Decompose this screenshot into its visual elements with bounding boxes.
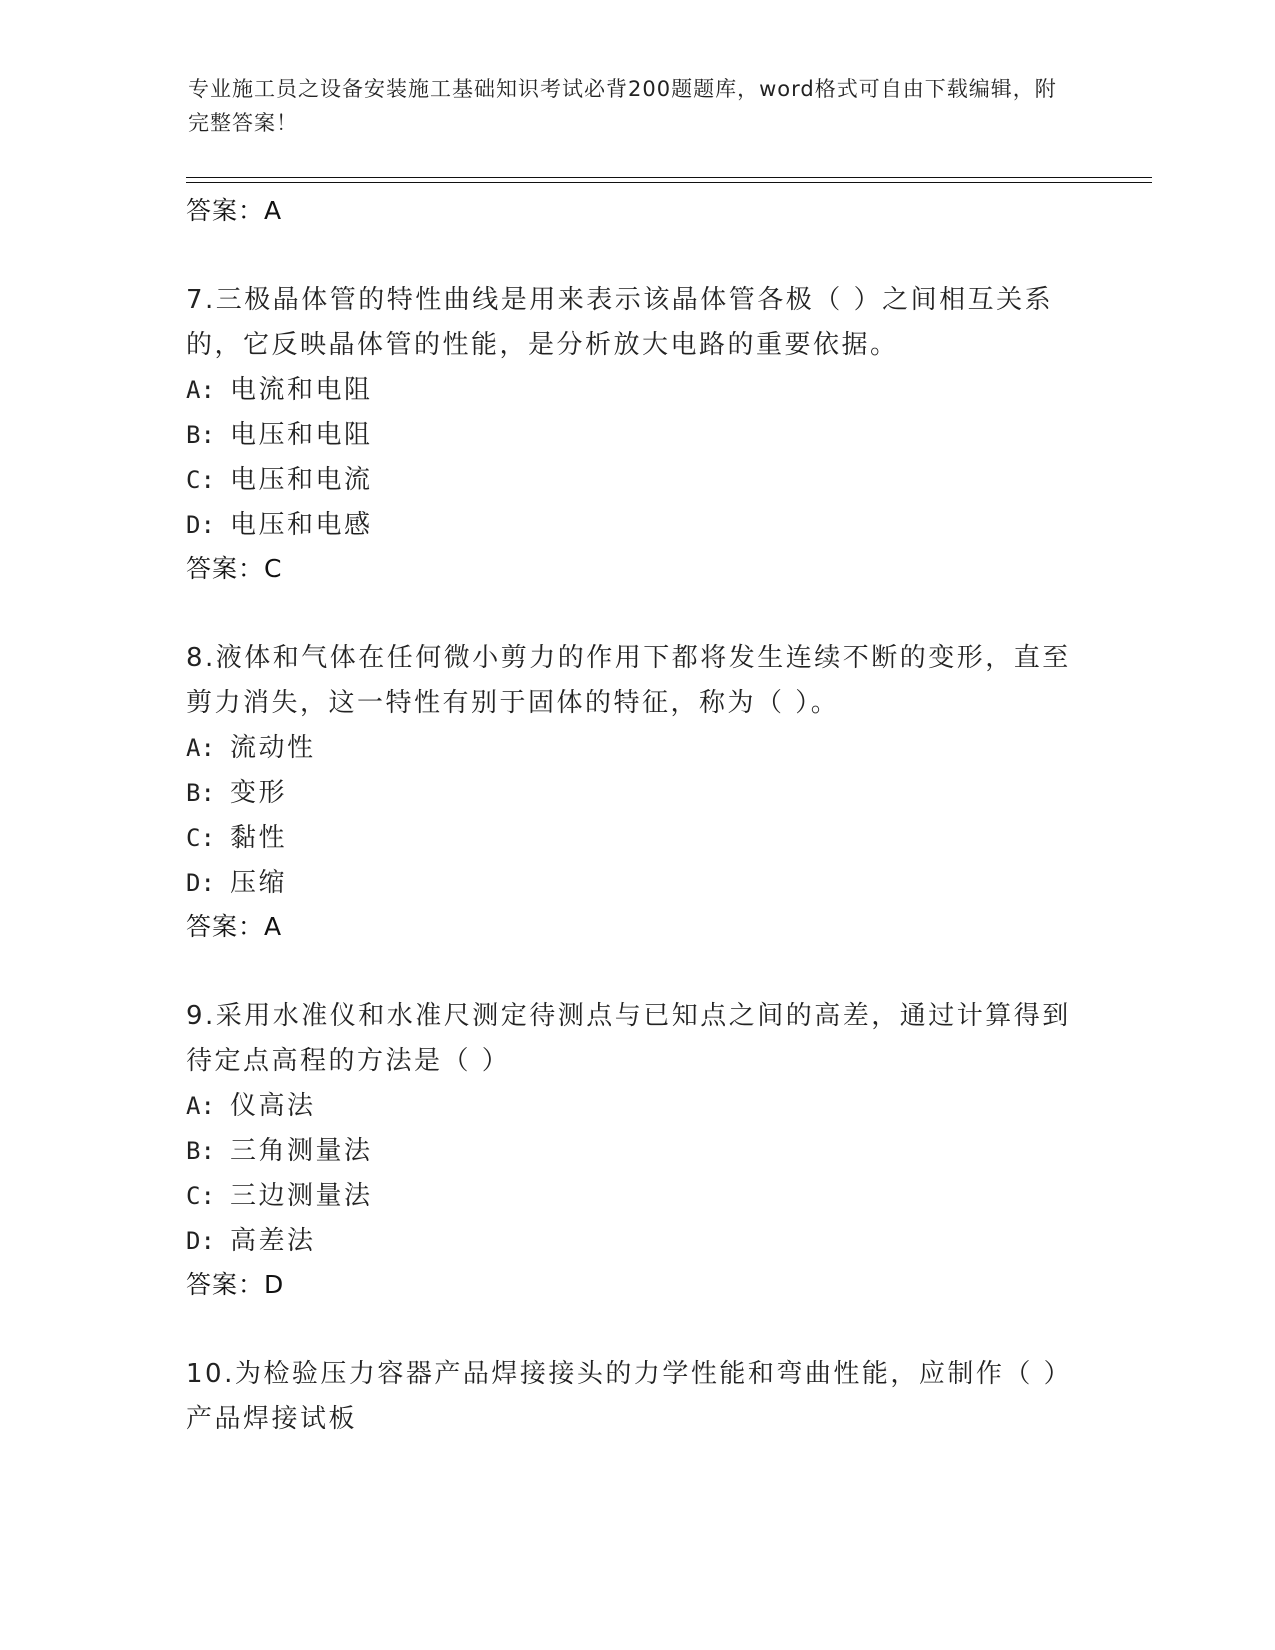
option-a — [186, 368, 1086, 413]
option-d — [186, 861, 1086, 906]
option-key: D: — [186, 869, 215, 897]
option-key: C: — [186, 824, 215, 852]
option-text: 三角测量法 — [230, 1136, 373, 1166]
option-key: B: — [186, 421, 215, 449]
option-text: 高差法 — [230, 1226, 316, 1256]
question-10 — [186, 1352, 1086, 1442]
document-header: 专业施工员之设备安装施工基础知识考试必背200题题库，word格式可自由下载编辑，附完整答案！ — [188, 77, 1057, 135]
option-text: 变形 — [230, 778, 288, 808]
option-text: 压缩 — [230, 868, 288, 898]
question-stem: 7.三极晶体管的特性曲线是用来表示该晶体管各极（ ）之间相互关系的，它反映晶体管的性能，是分析放大电路的重要依据。 — [186, 285, 1054, 360]
question-stem: 10.为检验压力容器产品焊接接头的力学性能和弯曲性能，应制作（ ）产品焊接试板 — [186, 1359, 1073, 1434]
question-answer: 答案：C — [186, 554, 283, 583]
question-7 — [186, 278, 1086, 590]
option-c — [186, 1174, 1086, 1219]
header-rule-bottom — [186, 182, 1152, 183]
option-text: 电流和电阻 — [230, 375, 373, 405]
option-key: D: — [186, 511, 215, 539]
option-key: C: — [186, 466, 215, 494]
option-c — [186, 816, 1086, 861]
option-text: 电压和电流 — [230, 465, 373, 495]
option-key: A: — [186, 1092, 215, 1120]
option-key: A: — [186, 376, 215, 404]
option-key: B: — [186, 779, 215, 807]
question-9 — [186, 994, 1086, 1306]
question-stem: 8.液体和气体在任何微小剪力的作用下都将发生连续不断的变形，直至剪力消失，这一特性有别于固体的特征，称为（ ）。 — [186, 643, 1071, 718]
option-text: 仪高法 — [230, 1091, 316, 1121]
option-text: 流动性 — [230, 733, 316, 763]
question-answer: 答案：D — [186, 1270, 285, 1299]
previous-answer: 答案：A — [186, 196, 283, 225]
option-b — [186, 413, 1086, 458]
option-b — [186, 1129, 1086, 1174]
option-text: 电压和电阻 — [230, 420, 373, 450]
option-key: D: — [186, 1227, 215, 1255]
option-text: 黏性 — [230, 823, 288, 853]
question-stem: 9.采用水准仪和水准尺测定待测点与已知点之间的高差，通过计算得到待定点高程的方法是（ ） — [186, 1001, 1071, 1076]
question-list — [186, 190, 1086, 1488]
question-8 — [186, 636, 1086, 948]
option-c — [186, 458, 1086, 503]
option-a — [186, 1084, 1086, 1129]
option-key: B: — [186, 1137, 215, 1165]
option-text: 电压和电感 — [230, 510, 373, 540]
header-rule-top — [186, 177, 1152, 178]
option-key: C: — [186, 1182, 215, 1210]
option-text: 三边测量法 — [230, 1181, 373, 1211]
option-b — [186, 771, 1086, 816]
option-a — [186, 726, 1086, 771]
option-d — [186, 1219, 1086, 1264]
question-answer: 答案：A — [186, 912, 283, 941]
option-d — [186, 503, 1086, 548]
option-key: A: — [186, 734, 215, 762]
